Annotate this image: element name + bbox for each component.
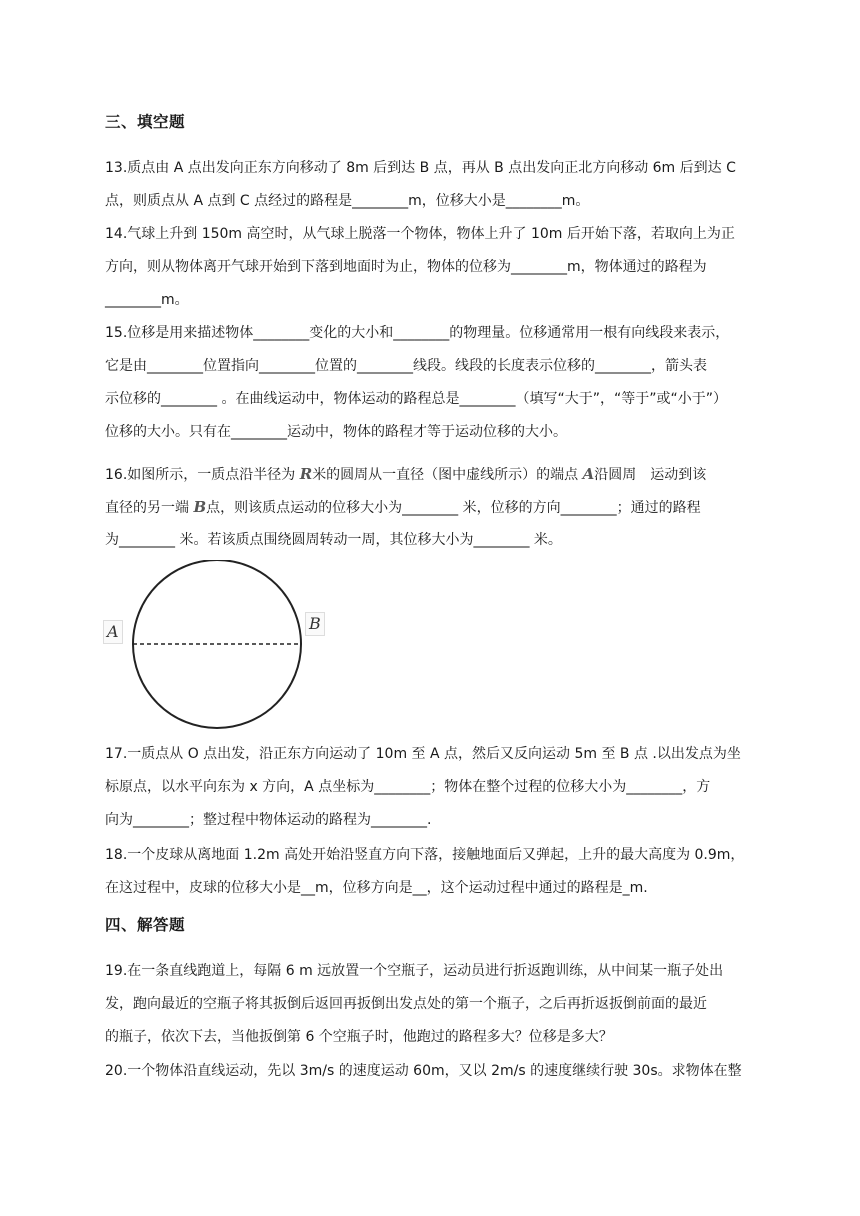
q19-line-2: 发，跑向最近的空瓶子将其扳倒后返回再扳倒出发点处的第一个瓶子，之后再折返扳倒前面的最近 (105, 996, 707, 1012)
q16-text-2b: 点，则该质点运动的位移大小为________ 米，位移的方向________；通过的路程 (206, 500, 701, 516)
question-18 (105, 839, 765, 905)
q16-text-1b: 米的圆周从一直径（图中虚线所示）的端点 (312, 467, 583, 483)
q16-text-2a: 直径的另一端 (105, 500, 194, 516)
section-title-fill-in: 三、填空题 (105, 113, 186, 131)
q16-text-1a: 16.如图所示，一质点沿半径为 (105, 467, 300, 483)
q13-line-2: 点，则质点从 A 点到 C 点经过的路程是________m，位移大小是________m。 (105, 193, 590, 209)
symbol-a: A (582, 465, 595, 483)
q20-line-1: 20.一个物体沿直线运动，先以 3m/s 的速度运动 60m，又以 2m/s 的速度继续行驶 30s。求物体在整 (105, 1063, 742, 1079)
question-14 (105, 218, 765, 317)
circle-diagram-svg (100, 560, 340, 730)
question-13 (105, 152, 765, 218)
point-b-label: B (305, 612, 325, 636)
section-title-answer: 四、解答题 (105, 916, 186, 934)
q14-line-1: 14.气球上升到 150m 高空时，从气球上脱落一个物体，物体上升了 10m 后开始下落，若取向上为正 (105, 226, 735, 242)
q15-line-3: 示位移的________ 。在曲线运动中，物体运动的路程总是________（填写“大于”，“等于”或“小于”） (105, 391, 727, 407)
q16-line-2 (105, 491, 765, 524)
q17-line-2: 标原点，以水平向东为 x 方向，A 点坐标为________；物体在整个过程的位移大小为________，方 (105, 779, 711, 795)
q18-line-1: 18.一个皮球从离地面 1.2m 高处开始沿竖直方向下落，接触地面后又弹起，上升的最大高度为 0.9m， (105, 847, 745, 863)
question-20 (105, 1055, 765, 1088)
symbol-r: R (299, 465, 313, 483)
point-a-label: A (103, 620, 123, 644)
q14-line-3: ________m。 (105, 292, 189, 308)
q14-line-2: 方向，则从物体离开气球开始到下落到地面时为止，物体的位移为________m，物体通过的路程为 (105, 259, 707, 275)
question-17 (105, 738, 765, 837)
q13-line-1: 13.质点由 A 点出发向正东方向移动了 8m 后到达 B 点，再从 B 点出发向正北方向移动 6m 后到达 C (105, 160, 736, 176)
q18-line-2: 在这过程中，皮球的位移大小是__m，位移方向是__，这个运动过程中通过的路程是_m. (105, 880, 648, 896)
symbol-b: B (193, 498, 207, 516)
q15-line-1: 15.位移是用来描述物体________变化的大小和________的物理量。位移通常用一根有向线段来表示， (105, 325, 730, 341)
question-15 (105, 317, 765, 449)
q16-text-1c: 沿圆周 运动到该 (594, 467, 707, 483)
q15-line-2: 它是由________位置指向________位置的________线段。线段的长度表示位移的________，箭头表 (105, 358, 707, 374)
q17-line-1: 17.一质点从 O 点出发，沿正东方向运动了 10m 至 A 点，然后又反向运动 5m 至 B 点 .以出发点为坐 (105, 746, 741, 762)
q16-line-1 (105, 458, 765, 491)
question-16 (105, 458, 765, 557)
q16-line-3: 为________ 米。若该质点围绕圆周转动一周，其位移大小为________ 米。 (105, 532, 562, 548)
q19-line-1: 19.在一条直线跑道上，每隔 6 m 远放置一个空瓶子，运动员进行折返跑训练，从中间某一瓶子处出 (105, 963, 724, 979)
q15-line-4: 位移的大小。只有在________运动中，物体的路程才等于运动位移的大小。 (105, 424, 567, 440)
circle-diagram (100, 560, 340, 730)
question-19 (105, 955, 765, 1054)
q17-line-3: 向为________；整过程中物体运动的路程为________. (105, 812, 432, 828)
q19-line-3: 的瓶子，依次下去，当他扳倒第 6 个空瓶子时，他跑过的路程多大？位移是多大？ (105, 1029, 613, 1045)
